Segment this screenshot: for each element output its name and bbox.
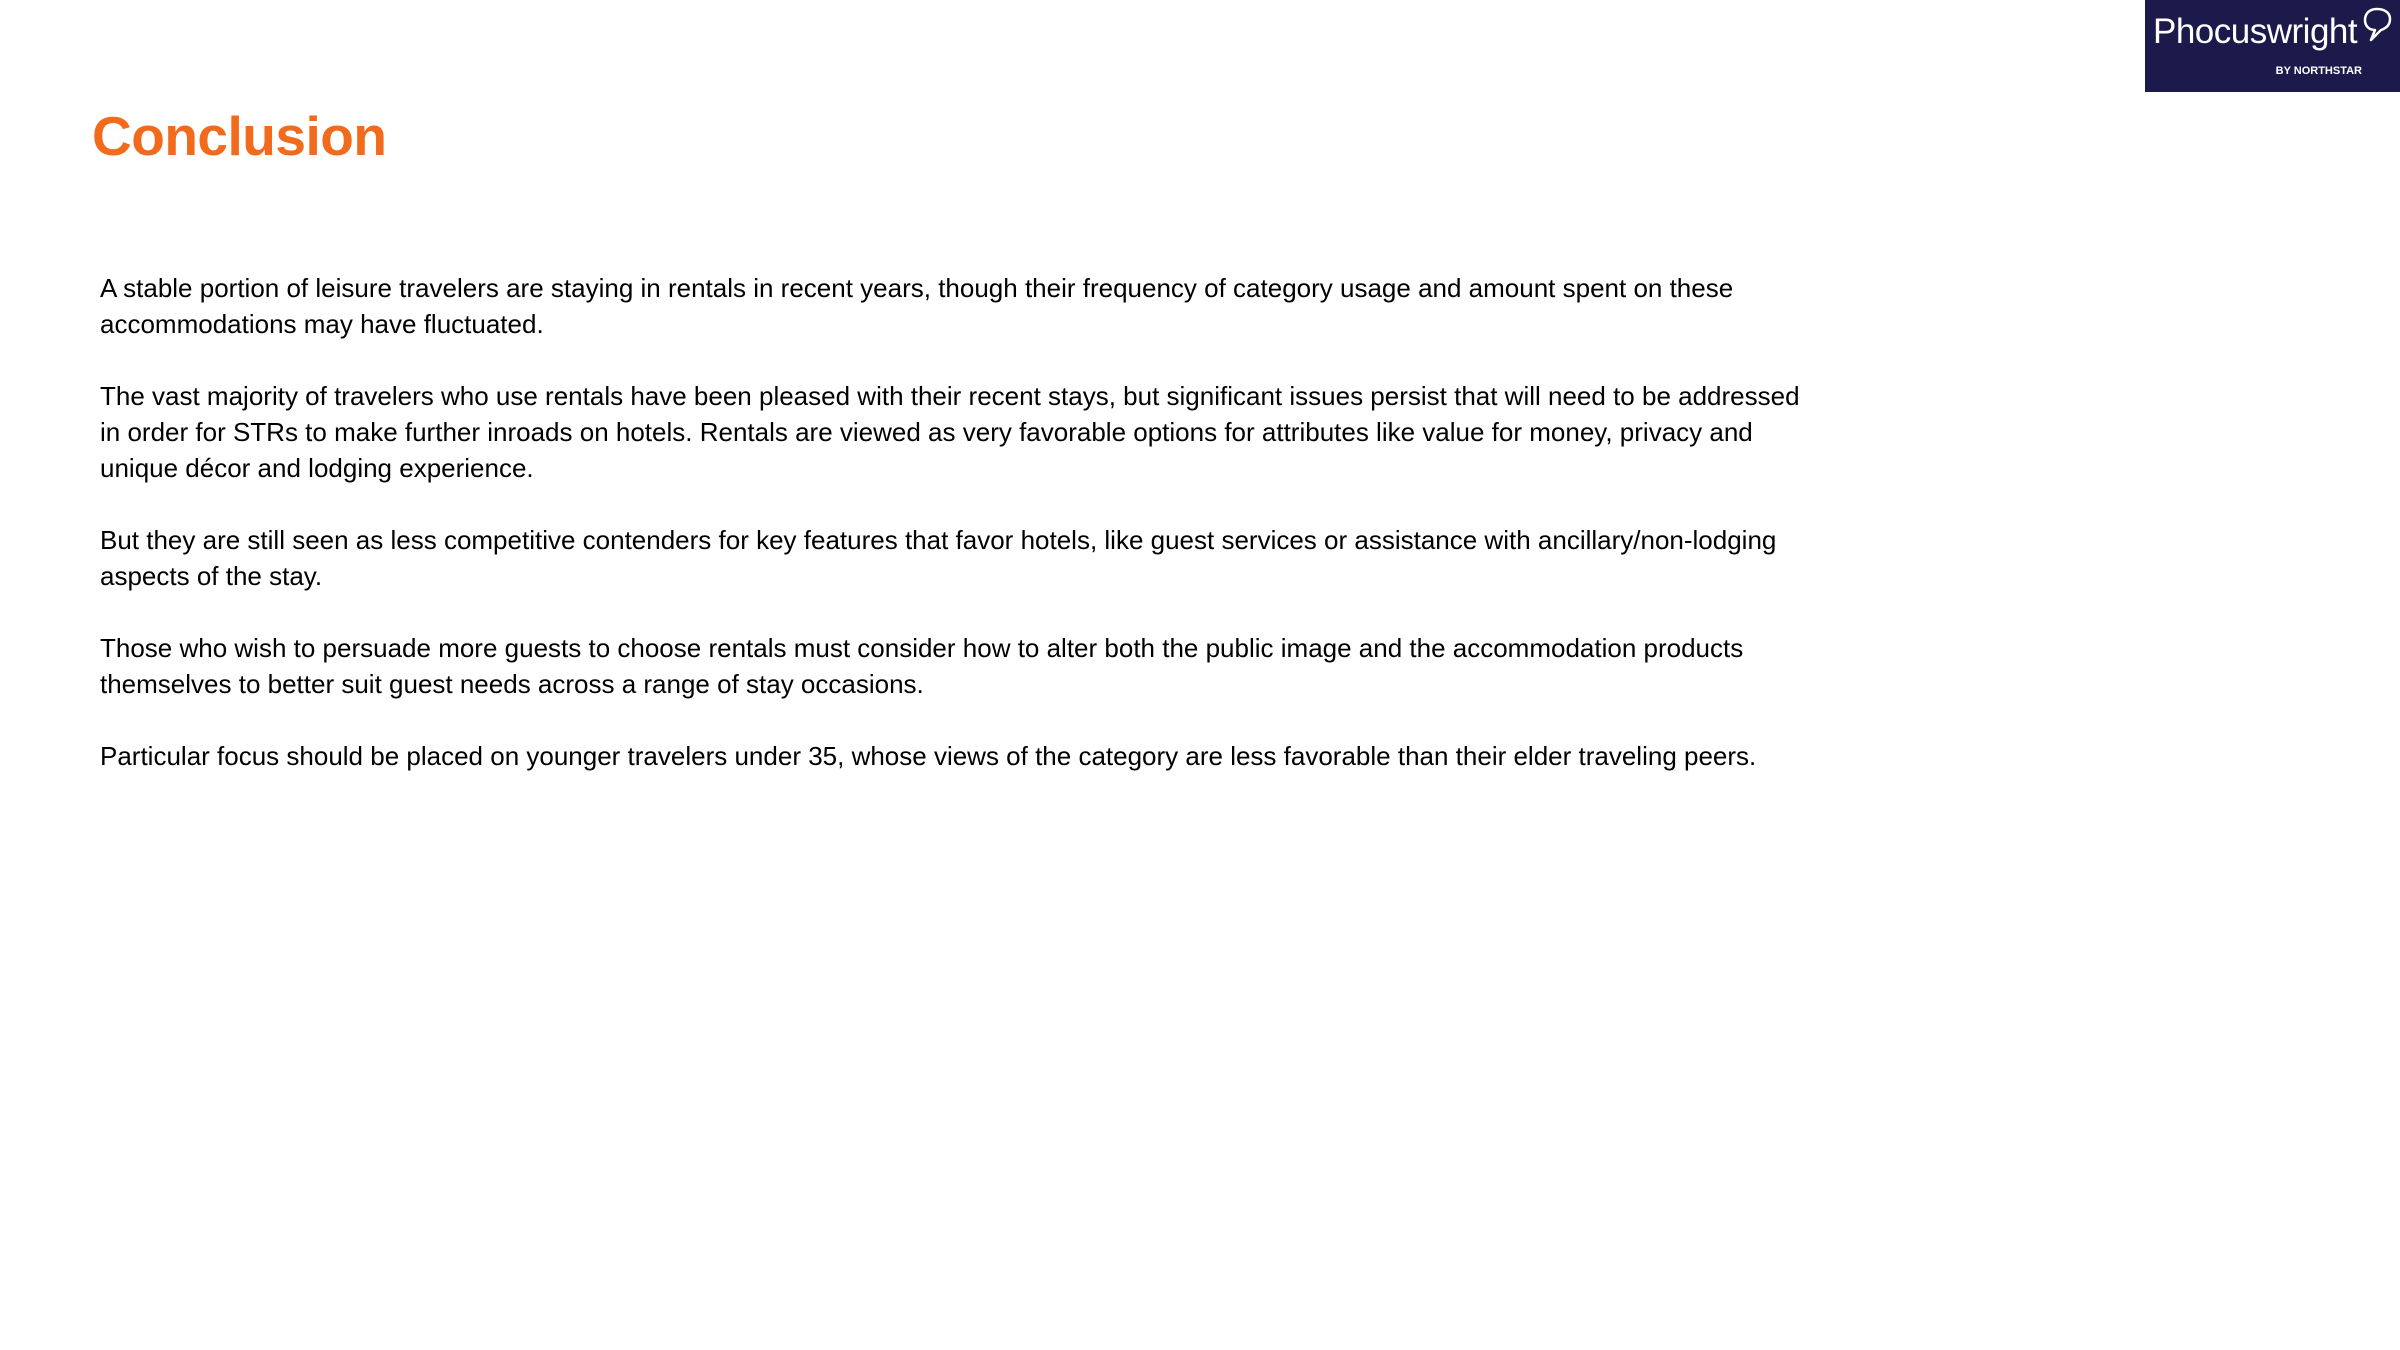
paragraph: But they are still seen as less competitive contenders for key features that favor hotels, like guest services or assistance with ancillary/non-lodging aspects of the stay.	[100, 525, 1777, 591]
logo-byline: BY NORTHSTAR	[2275, 65, 2362, 77]
speech-bubble-icon	[2361, 6, 2393, 46]
slide-title: Conclusion	[92, 105, 387, 167]
paragraph: Those who wish to persuade more guests to choose rentals must consider how to alter both the public image and the accommodation products themselves to better suit guest needs across a range of stay occasions.	[100, 633, 1744, 699]
conclusion-body	[100, 270, 1800, 810]
phocuswright-logo	[2145, 0, 2400, 92]
paragraph: The vast majority of travelers who use rentals have been pleased with their recent stays, but significant issues persist that will need to be addressed in order for STRs to make further inroads on hotels. Rentals are viewed as very favorable options for attributes like value for money, privacy and unique décor and lodging experience.	[100, 381, 1800, 483]
paragraph: Particular focus should be placed on younger travelers under 35, whose views of the category are less favorable than their elder traveling peers.	[100, 741, 1757, 771]
logo-wordmark: Phocuswright	[2153, 12, 2358, 51]
paragraph: A stable portion of leisure travelers are staying in rentals in recent years, though their frequency of category usage and amount spent on these accommodations may have fluctuated.	[100, 273, 1734, 339]
